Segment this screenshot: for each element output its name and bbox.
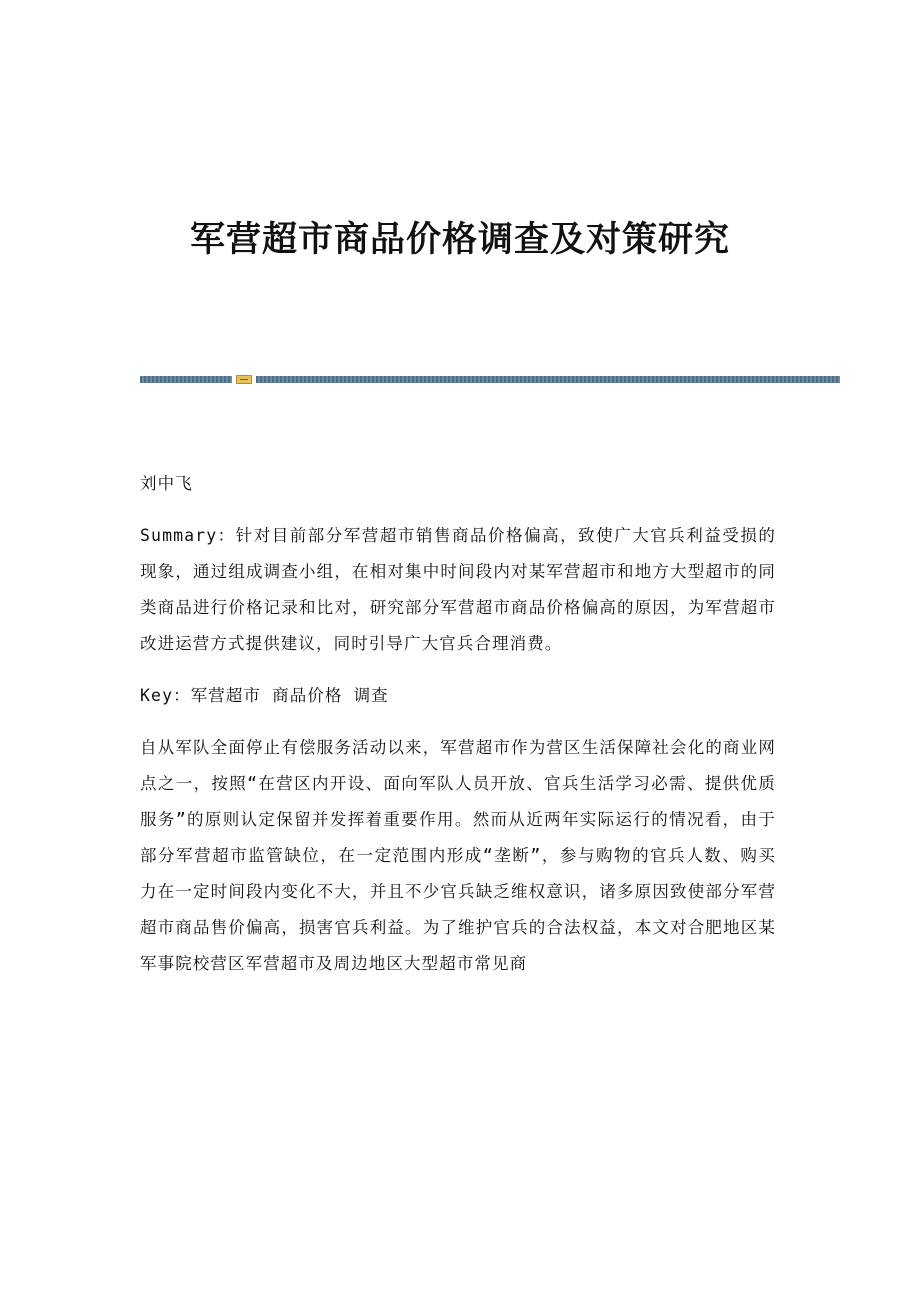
summary-label: Summary： bbox=[140, 526, 236, 545]
divider-bar-left bbox=[140, 376, 232, 383]
page-title: 军营超市商品价格调查及对策研究 bbox=[189, 220, 730, 260]
divider-bar-right bbox=[256, 376, 840, 383]
keywords-label: Key： bbox=[140, 686, 191, 705]
keywords-text: 军营超市 商品价格 调查 bbox=[190, 686, 389, 705]
document-body bbox=[140, 466, 776, 982]
summary-paragraph bbox=[140, 518, 776, 662]
divider-ornament-icon bbox=[236, 375, 252, 384]
summary-text: 针对目前部分军营超市销售商品价格偏高，致使广大官兵利益受损的现象，通过组成调查小组，在相对集中时间段内对某军营超市和地方大型超市的同类商品进行价格记录和比对，研究部分军营超市商品价格偏高的原因，为军营超市改进运营方式提供建议，同时引导广大官兵合理消费。 bbox=[140, 526, 776, 653]
author-name: 刘中飞 bbox=[140, 474, 193, 493]
title-divider bbox=[140, 375, 840, 384]
body-paragraph: 自从军队全面停止有偿服务活动以来，军营超市作为营区生活保障社会化的商业网点之一，按照“在营区内开设、面向军队人员开放、官兵生活学习必需、提供优质服务”的原则认定保留并发挥着重要作用。然而从近两年实际运行的情况看，由于部分军营超市监管缺位，在一定范围内形成“垄断”，参与购物的官兵人数、购买力在一定时间段内变化不大，并且不少官兵缺乏维权意识，诸多原因致使部分军营超市商品售价偏高，损害官兵利益。为了维护官兵的合法权益，本文对合肥地区某军事院校营区军营超市及周边地区大型超市常见商 bbox=[140, 738, 776, 973]
keywords-line bbox=[140, 678, 776, 714]
